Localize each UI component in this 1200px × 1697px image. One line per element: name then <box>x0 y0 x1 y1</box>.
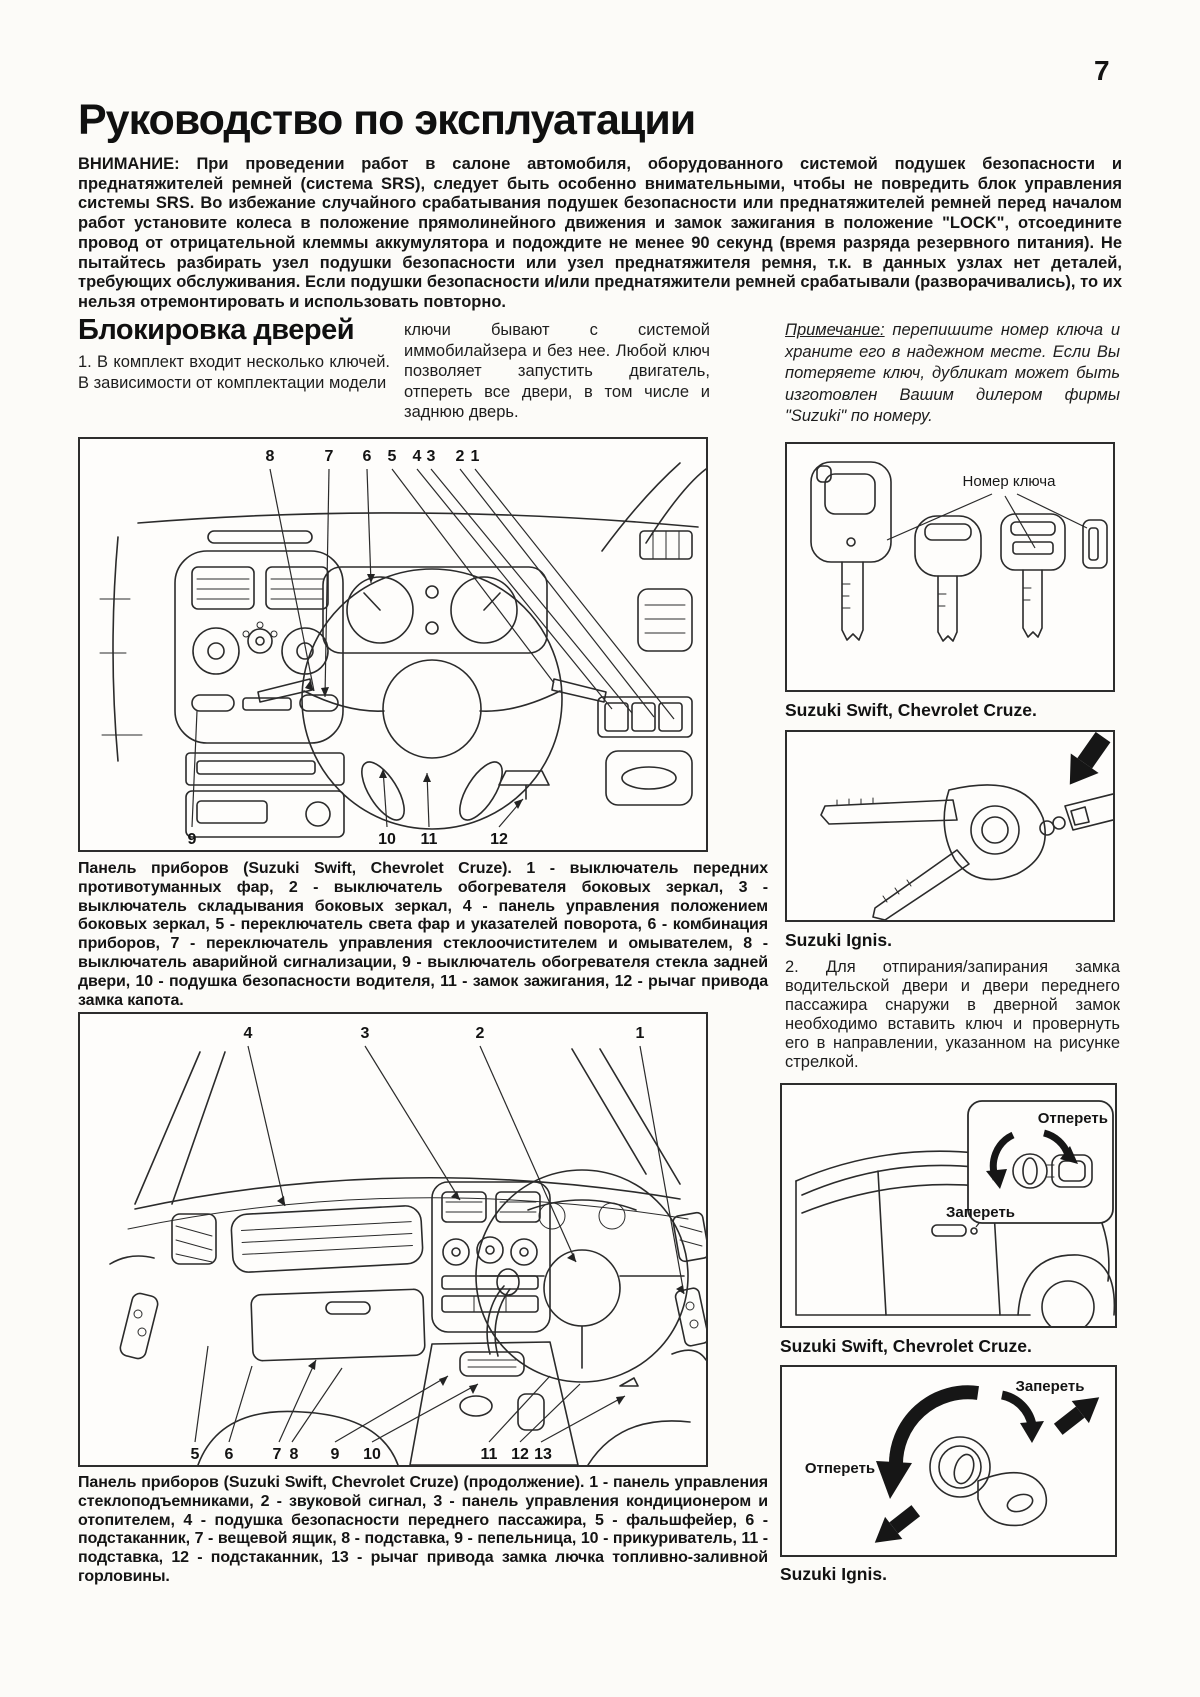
ignis-key-diagram-icon <box>787 732 1113 920</box>
callout-number: 7 <box>324 448 334 465</box>
callout-number: 10 <box>363 1446 381 1463</box>
key-plain-2 <box>1001 514 1065 637</box>
callout-number: 13 <box>534 1446 552 1463</box>
ignis-key <box>821 785 1045 920</box>
callout-number: 3 <box>426 448 436 465</box>
callout-number: 9 <box>330 1446 340 1463</box>
figure-ignis-key-caption: Suzuki Ignis. <box>785 930 892 950</box>
callout-number: 6 <box>362 448 372 465</box>
callout-number: 5 <box>387 448 397 465</box>
callout-number: 1 <box>635 1025 645 1042</box>
figure-dashboard-2 <box>78 1012 708 1467</box>
figure-dashboard-1 <box>78 437 708 852</box>
paragraph-2: 2. Для отпирания/запирания замка водительской двери и двери переднего пассажира снаружи в дверной замок необходимо вставить ключ и провернуть его в направлении, указанном на рисунке стрелкой. <box>785 958 1120 1071</box>
callout-number: 3 <box>360 1025 370 1042</box>
note-paragraph <box>785 320 1120 428</box>
figure-keys <box>785 442 1115 692</box>
callout-number: 7 <box>272 1446 282 1463</box>
lock-cylinder-artwork <box>930 1437 1046 1525</box>
figure-ignis-lock-caption: Suzuki Ignis. <box>780 1564 887 1584</box>
page-title: Руководство по эксплуатации <box>78 96 696 144</box>
callout-number: 9 <box>187 831 197 848</box>
door-lock-diagram-icon <box>782 1085 1115 1326</box>
callout-number: 4 <box>412 448 422 465</box>
callout-number: 10 <box>378 831 396 848</box>
dashboard-artwork <box>100 463 706 837</box>
page-number: 7 <box>1094 55 1110 86</box>
key-number-label: Номер ключа <box>962 473 1056 490</box>
figure-dashboard-2-caption: Панель приборов (Suzuki Swift, Chevrolet Cruze) (продолжение). 1 - панель управления стеклоподъемниками, 2 - звуковой сигнал, 3 - панель управления кондиционером и отопителем, 4 - подушка безопасности переднего пассажира, 5 - фальшфейер, 6 - подстаканник, 7 - вещевой ящик, 8 - подставка, 9 - пепельница, 10 - прикуриватель, 11 - подставка, 12 - подстаканник, 13 - рычаг привода замка лючка топливно-заливной горловины. <box>78 1474 768 1585</box>
callout-number: 12 <box>511 1446 529 1463</box>
callout-leaders <box>195 1046 684 1442</box>
key-with-fob <box>811 462 891 640</box>
intro-column-1: 1. В комплект входит несколько ключей. В зависимости от комплектации модели <box>78 353 390 392</box>
callout-number: 6 <box>224 1446 234 1463</box>
key-tag <box>1040 792 1113 835</box>
callout-number: 5 <box>190 1446 200 1463</box>
callout-number: 1 <box>470 448 480 465</box>
warning-paragraph: ВНИМАНИЕ: При проведении работ в салоне автомобиля, оборудованного системой подушек безопасности и преднатяжителей ремней (система SRS), следует быть особенно внимательными, чтобы не повредить блок управления системы SRS. Во избежание случайного срабатывания подушек безопасности или преднатяжителей ремней перед началом работ установите колеса в положение прямолинейного движения и замок зажигания в положение "LOCK", отсоедините провод от отрицательной клеммы аккумулятора и подождите не менее 90 секунд (время разряда резервного питания). Не пытайтесь разбирать узел подушки безопасности или узел преднатяжителя ремня, т.к. в данных узлах нет деталей, требующих обслуживания. Если подушки безопасности и/или преднатяжители ремней срабатывали (разворачивались), то их нельзя отремонтировать и использовать повторно. <box>78 155 1122 311</box>
section-heading: Блокировка дверей <box>78 314 355 346</box>
dashboard-artwork <box>110 1049 706 1465</box>
lock-label: Запереть <box>1015 1378 1085 1395</box>
callout-number: 2 <box>475 1025 485 1042</box>
ignis-lock-diagram-icon <box>782 1367 1115 1555</box>
key-plain-1 <box>915 516 981 641</box>
glovebox <box>251 1289 425 1361</box>
rotation-arrows <box>866 1386 1108 1553</box>
callout-number: 4 <box>243 1025 253 1042</box>
dashboard-diagram-1-icon <box>80 439 706 850</box>
note-label: Примечание: <box>785 321 885 339</box>
callout-numbers <box>188 448 508 848</box>
instrument-cluster <box>323 567 547 653</box>
callout-number: 8 <box>289 1446 299 1463</box>
figure-dashboard-1-caption: Панель приборов (Suzuki Swift, Chevrolet Cruze). 1 - выключатель передних противотуманных фар, 2 - выключатель обогревателя боковых зеркал, 3 - выключатель складывания боковых зеркал, 4 - панель управления положением боковых зеркал, 5 - переключатель света фар и указателей поворота, 6 - комбинация приборов, 7 - переключатель управления стеклоочистителем и омывателем, 8 - выключатель аварийной сигнализации, 9 - выключатель обогревателя стекла задней двери, 10 - подушка безопасности водителя, 11 - замок зажигания, 12 - рычаг привода замка капота. <box>78 860 768 1009</box>
figure-ignis-lock <box>780 1365 1117 1557</box>
figure-door-lock-caption: Suzuki Swift, Chevrolet Cruze. <box>780 1336 1032 1356</box>
steering-wheel <box>302 569 562 829</box>
arrow-icon <box>1056 732 1113 794</box>
unlock-label: Отпереть <box>1037 1110 1108 1127</box>
callout-number: 11 <box>420 831 438 848</box>
figure-ignis-key <box>785 730 1115 922</box>
callout-number: 2 <box>455 448 465 465</box>
lock-label: Запереть <box>946 1204 1016 1221</box>
figure-door-lock <box>780 1083 1117 1328</box>
intro-column-2: ключи бывают с системой иммобилайзера и без нее. Любой ключ позволяет запустить двигатель, отпереть все двери, в том числе и заднюю дверь. <box>404 321 710 421</box>
keys-diagram-icon <box>787 444 1113 690</box>
unlock-label: Отпереть <box>804 1460 876 1477</box>
callout-number: 8 <box>265 448 275 465</box>
note-body: перепишите номер ключа и храните его в надежном месте. Если Вы потеряете ключ, дубликат может быть изготовлен Вашим дилером фирмы "Suzuki" по номеру. <box>785 321 1120 425</box>
dashboard-diagram-2-icon <box>80 1014 706 1465</box>
passenger-airbag-panel <box>231 1205 424 1273</box>
callout-number: 12 <box>490 831 508 848</box>
figure-keys-caption: Suzuki Swift, Chevrolet Cruze. <box>785 700 1037 720</box>
callout-number: 11 <box>480 1446 498 1463</box>
